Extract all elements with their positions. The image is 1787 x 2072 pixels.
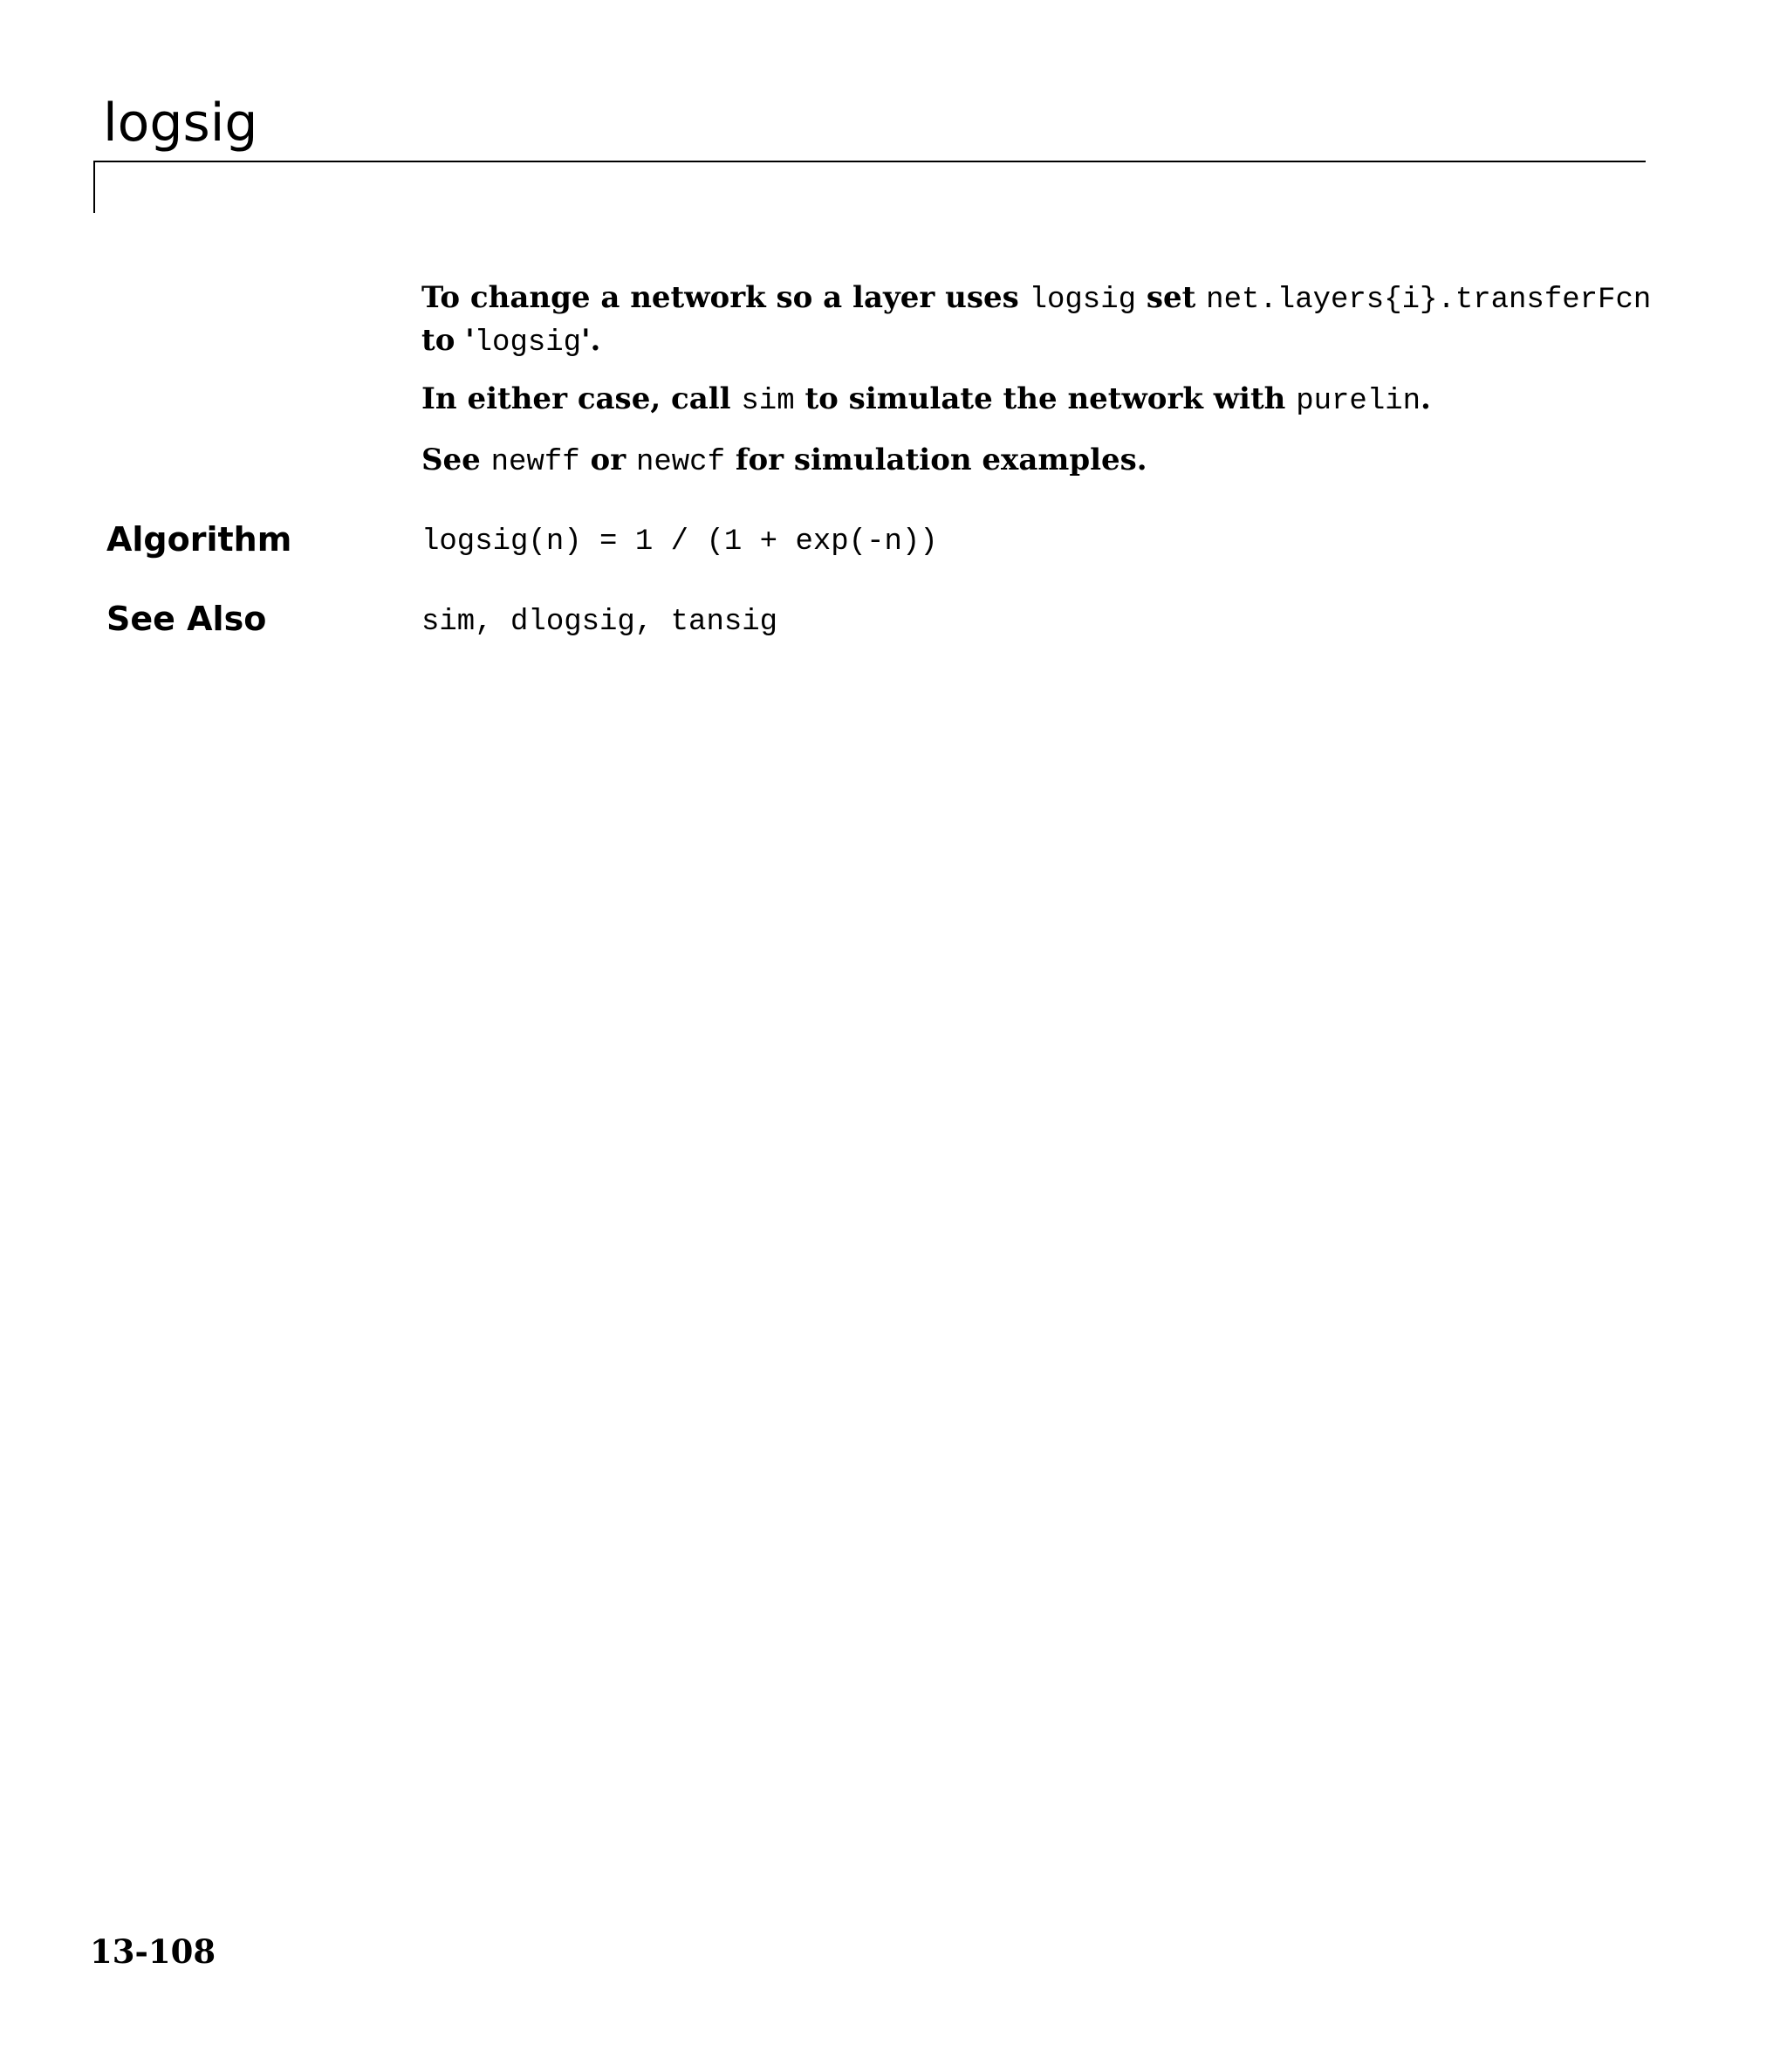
text-run: See bbox=[421, 443, 491, 477]
paragraph-simulate bbox=[421, 379, 1660, 422]
see-also-list: sim, dlogsig, tansig bbox=[421, 606, 778, 639]
text-run: . bbox=[1421, 381, 1431, 416]
page-title: logsig bbox=[103, 93, 258, 154]
text-run: for simulation examples. bbox=[724, 443, 1147, 477]
algorithm-formula: logsig(n) = 1 / (1 + exp(-n)) bbox=[421, 525, 938, 559]
header-rule-vertical bbox=[93, 161, 95, 213]
code-logsig: logsig bbox=[1029, 284, 1137, 317]
section-label-see-also: See Also bbox=[106, 600, 267, 638]
text-run: to simulate the network with bbox=[794, 381, 1297, 416]
text-run: To change a network so a layer uses bbox=[421, 280, 1030, 315]
text-run: '. bbox=[581, 323, 601, 358]
text-run: In either case, call bbox=[421, 381, 742, 416]
page-number: 13-108 bbox=[90, 1932, 216, 1971]
code-transfer-fcn: net.layers{i}.transferFcn bbox=[1206, 284, 1652, 317]
text-run: set bbox=[1136, 280, 1207, 315]
section-label-algorithm: Algorithm bbox=[106, 520, 292, 559]
paragraph-see-examples bbox=[421, 440, 1660, 483]
paragraph-change-network bbox=[421, 278, 1660, 363]
code-newcf: newcf bbox=[635, 446, 725, 479]
code-newff: newff bbox=[490, 446, 580, 479]
header-rule-horizontal bbox=[93, 161, 1646, 162]
text-run: or bbox=[579, 443, 636, 477]
code-purelin: purelin bbox=[1296, 385, 1421, 418]
code-logsig-string: logsig bbox=[474, 326, 582, 360]
text-run: to ' bbox=[421, 323, 475, 358]
code-sim: sim bbox=[741, 385, 795, 418]
